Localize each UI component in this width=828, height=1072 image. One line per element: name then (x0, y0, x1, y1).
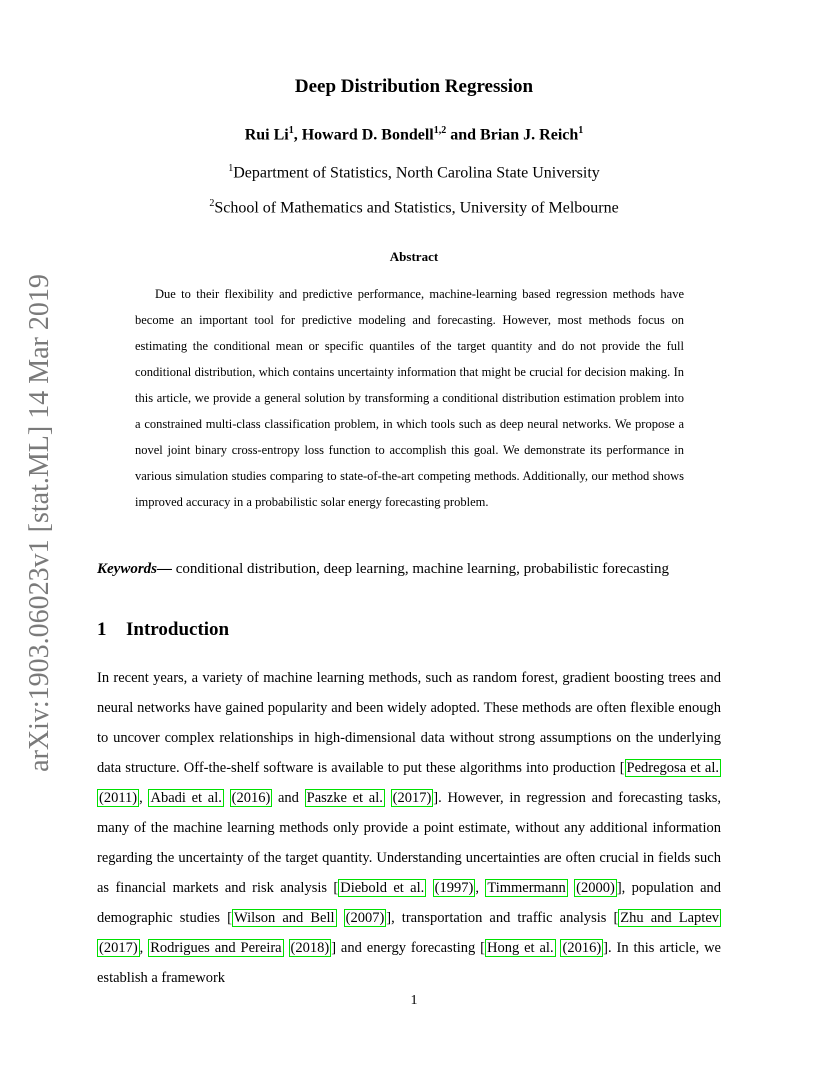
section-heading (97, 619, 229, 641)
keywords-label: Keywords— (97, 561, 172, 577)
citation-link[interactable]: Rodrigues and Pereira (150, 940, 282, 956)
intro-text (426, 880, 432, 896)
page-number: 1 (410, 993, 418, 1008)
citation-link[interactable]: Abadi et al. (150, 790, 222, 806)
intro-text: , (139, 940, 149, 956)
citation-link[interactable]: (2017) (99, 940, 138, 956)
intro-text: ] and energy forecasting [ (331, 940, 485, 956)
paper-title: Deep Distribution Regression (294, 76, 534, 97)
keywords-text: conditional distribution, deep learning, machine learning, probabilistic forecasting (172, 561, 669, 577)
intro-text (385, 790, 391, 806)
section-title: Introduction (126, 619, 230, 640)
section-number: 1 (97, 619, 107, 640)
affiliation (0, 198, 828, 217)
citation-link[interactable]: Pedregosa et al. (626, 760, 719, 776)
abstract-heading: Abstract (389, 249, 439, 264)
author-separator: , (293, 126, 302, 144)
affiliation (0, 163, 828, 182)
intro-text (284, 940, 289, 956)
author-affiliation-mark: 1 (578, 125, 584, 136)
author-name: Howard D. Bondell (301, 126, 434, 144)
citation-link[interactable]: (2017) (392, 790, 432, 806)
citation-link[interactable]: Paszke et al. (306, 790, 383, 806)
affiliation-mark: 2 (209, 198, 215, 209)
intro-text: and (272, 790, 305, 806)
abstract-body: Due to their flexibility and predictive performance, machine-learning based regression methods have become an important tool for predictive modeling and forecasting. However, most methods focus on estimating the conditional mean or specific quantiles of the target quantity and do not provide the full conditional distribution, which contains uncertainty information that might be crucial for decision making. In this article, we provide a general solution by transforming a conditional distribution estimation problem into a constrained multi-class classification problem, in which tools such as deep neural networks. We propose a novel joint binary cross-entropy loss function to accomplish this goal. We demonstrate its performance in various simulation studies comparing to state-of-the-art competing methods. Additionally, our method shows improved accuracy in a probabilistic solar energy forecasting problem. (135, 287, 684, 509)
keywords (97, 560, 737, 578)
citation-link[interactable]: (2016) (231, 790, 271, 806)
intro-text (224, 790, 230, 806)
author-separator: and (446, 126, 481, 144)
citation-link[interactable]: (2011) (99, 790, 138, 806)
intro-text: , (139, 790, 149, 806)
citation-link[interactable]: (2000) (576, 880, 615, 896)
citation-link[interactable]: Zhu and Laptev (620, 910, 720, 926)
intro-paragraph (97, 663, 721, 993)
intro-text: ], transportation and traffic analysis [ (386, 910, 619, 926)
affiliation-mark: 1 (228, 163, 234, 174)
arxiv-stamp (20, 273, 60, 773)
citation-link[interactable]: Timmermann (487, 880, 566, 896)
arxiv-stamp-text: arXiv:1903.06023v1 [stat.ML] 14 Mar 2019 (24, 274, 55, 772)
affiliation-text: Department of Statistics, North Carolina State University (233, 164, 600, 182)
intro-text: ]. In this article, we establish a framework (97, 940, 721, 986)
intro-text (337, 910, 344, 926)
affiliation-text: School of Mathematics and Statistics, University of Melbourne (214, 199, 619, 217)
author-affiliation-mark: 1 (288, 125, 294, 136)
citation-link[interactable]: Hong et al. (487, 940, 554, 956)
author-name: Brian J. Reich (480, 126, 579, 144)
author-affiliation-mark: 1,2 (433, 125, 447, 136)
author-name: Rui Li (244, 126, 289, 144)
citation-link[interactable]: (2007) (345, 910, 385, 926)
citation-link[interactable]: (2018) (290, 940, 330, 956)
citation-link[interactable]: (2016) (562, 940, 602, 956)
citation-link[interactable]: Diebold et al. (340, 880, 425, 896)
citation-link[interactable]: (1997) (434, 880, 474, 896)
author-list (0, 125, 828, 144)
intro-text: , (475, 880, 486, 896)
intro-text: ]. However, in regression and forecasting tasks, many of the machine learning methods only provide a point estimate, without any additional information regarding the uncertainty of the target quantity. Understanding uncertainties are often crucial in fields such as financial markets and risk analysis [ (97, 790, 722, 896)
citation-link[interactable]: Wilson and Bell (233, 910, 335, 926)
intro-text: ], population and demographic studies [ (97, 880, 722, 926)
intro-text: In recent years, a variety of machine learning methods, such as random forest, gradient boosting trees and neural networks have gained popularity and been widely adopted. These methods are often flexible enough to uncover complex relationships in high-dimensional data without strong assumptions on the underlying data structure. Off-the-shelf software is available to put these algorithms into production [ (97, 670, 721, 776)
